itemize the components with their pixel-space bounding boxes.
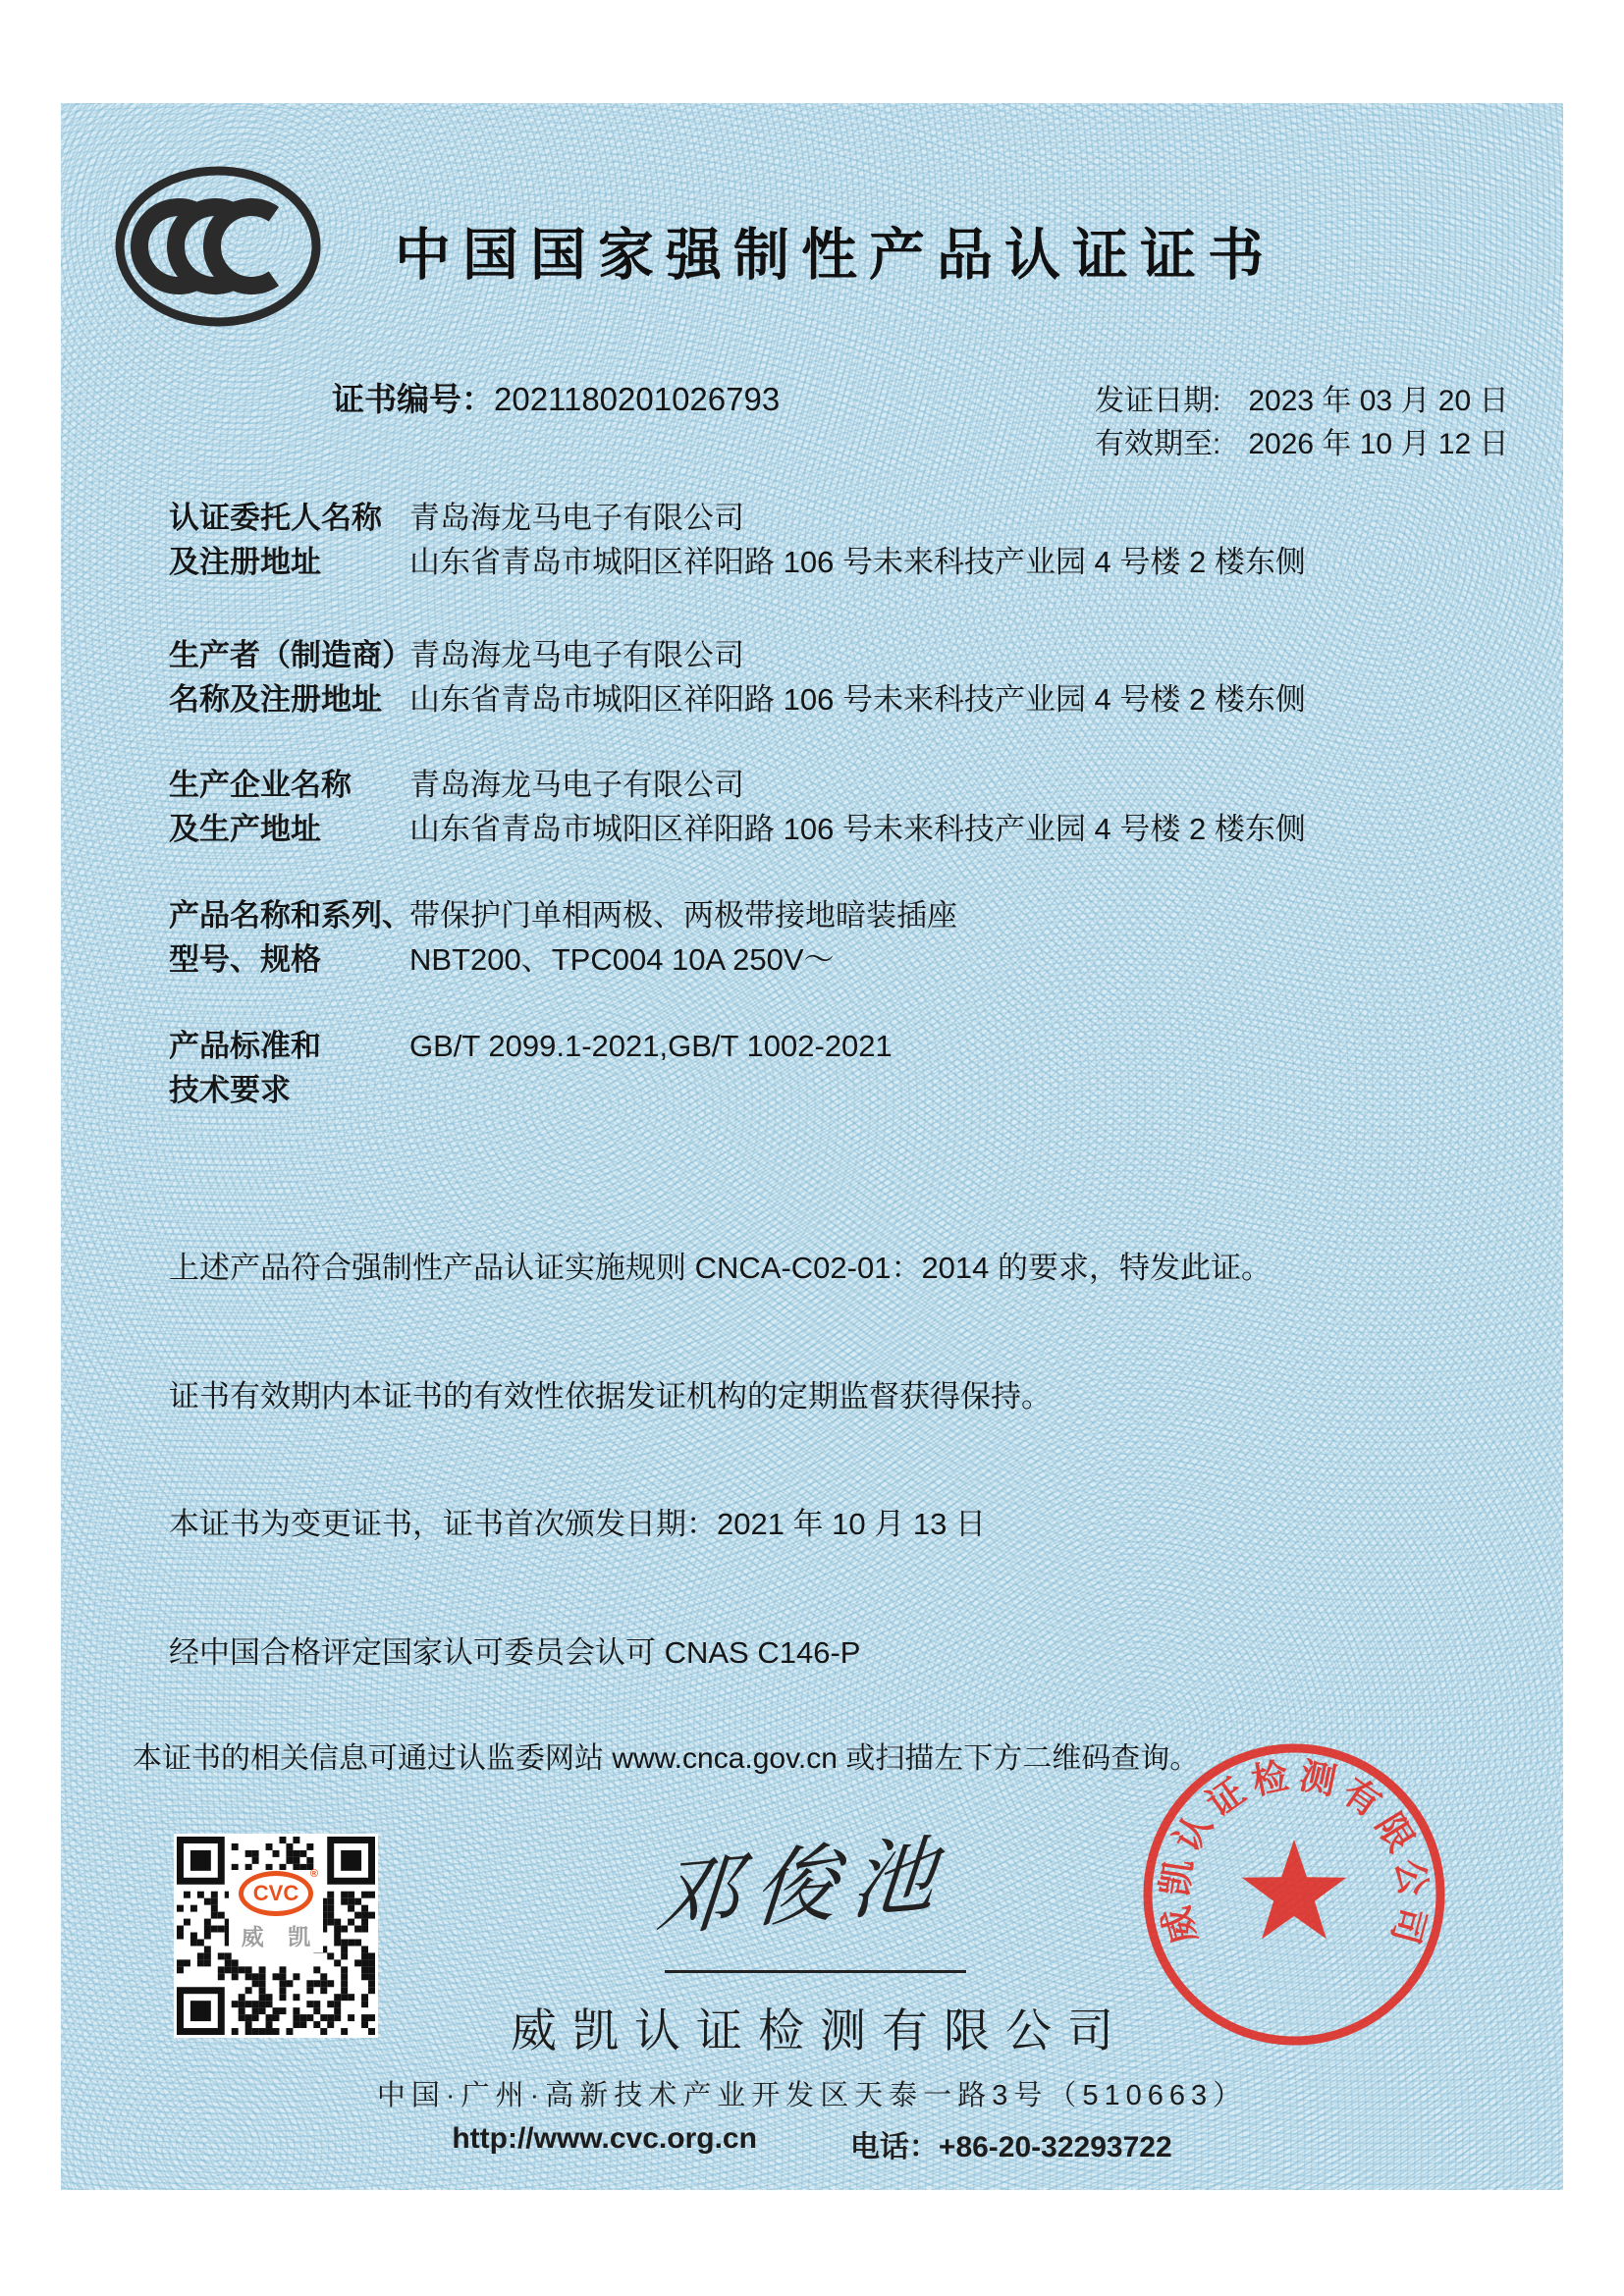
field-label-line2: 技术要求 [169,1073,291,1107]
seal-star-icon [1242,1840,1347,1939]
statement-line: 本证书为变更证书，证书首次颁发日期：2021 年 10 月 13 日 [169,1507,986,1541]
field-label [169,1024,321,1112]
issue-date-label: 发证日期: [1095,385,1221,417]
company-seal [1139,1739,1449,2050]
registered-mark-icon: ® [309,1868,318,1880]
field-label-line2: 名称及注册地址 [169,682,382,717]
field-value-line2: 山东省青岛市城阳区祥阳路 106 号未来科技产业园 4 号楼 2 楼东侧 [409,812,1306,846]
cvc-logo-ellipse [239,1868,318,1916]
field-value-line1: 带保护门单相两极、两极带接地暗装插座 [409,898,957,933]
issuer-website: http://www.cvc.org.cn [452,2122,757,2155]
statement-line: 证书有效期内本证书的有效性依据发证机构的定期监督获得保持。 [169,1378,1052,1414]
ccc-logo-icon [111,164,325,329]
issuer-company-name: 威凯认证检测有限公司 [511,2004,1129,2056]
field-label [169,633,412,721]
field-value-line1: 青岛海龙马电子有限公司 [409,638,744,672]
cvc-logo [229,1870,323,1952]
field-label-line2: 及注册地址 [169,545,321,579]
field-label [169,893,412,982]
field-value [409,893,957,982]
field-value [409,1024,893,1068]
certificate-number-label: 证书编号： [332,381,494,417]
field-label-line1: 生产者（制造商） [169,638,412,672]
valid-until-row [1095,419,1509,462]
issue-date-value: 2023 年 03 月 20 日 [1248,385,1509,417]
field-label-line1: 产品标准和 [169,1029,321,1063]
seal-text: 威凯认证检测有限公司 [1154,1755,1435,1949]
issuer-contact-row [0,2122,1624,2165]
field-label [169,763,352,851]
valid-until-value: 2026 年 10 月 12 日 [1248,428,1509,460]
field-value-line2: 山东省青岛市城阳区祥阳路 106 号未来科技产业园 4 号楼 2 楼东侧 [409,545,1306,579]
statements-paragraph [169,1161,1272,1759]
field-label-line1: 认证委托人名称 [169,501,382,535]
field-value-line2: 山东省青岛市城阳区祥阳路 106 号未来科技产业园 4 号楼 2 楼东侧 [409,682,1306,717]
valid-until-label: 有效期至: [1095,428,1221,460]
field-label [169,496,382,584]
field-label-line2: 型号、规格 [169,942,321,977]
cvc-logo-text: CVC [252,1881,299,1905]
certificate-number-row [332,374,780,420]
statement-line: 经中国合格评定国家认可委员会认可 CNAS C146-P [169,1634,861,1670]
field-value [409,763,1306,851]
field-value-line2: NBT200、TPC004 10A 250V～ [409,942,835,977]
issuer-address: 中国·广州·高新技术产业开发区天泰一路3号（510663） [376,2080,1248,2111]
issuer-phone: 电话：+86-20-32293722 [849,2131,1172,2163]
statement-line: 上述产品符合强制性产品认证实施规则 CNCA-C02-01：2014 的要求，特发此证。 [169,1251,1272,1285]
field-label-line1: 生产企业名称 [169,768,352,802]
signature-handwriting: 邓俊池 [651,1826,953,1948]
cvc-logo-subtext: 威 凯 [241,1924,320,1949]
field-value [409,496,1306,584]
signature-underline [665,1970,966,1973]
certificate-number-value: 2021180201026793 [494,381,781,417]
field-label-line1: 产品名称和系列、 [169,898,412,933]
field-value-line1: 青岛海龙马电子有限公司 [409,501,744,535]
verification-note: 本证书的相关信息可通过认监委网站 www.cnca.gov.cn 或扫描左下方二维码查询。 [133,1742,1200,1775]
field-label-line2: 及生产地址 [169,812,321,846]
field-value [409,633,1306,721]
field-value-line1: 青岛海龙马电子有限公司 [409,768,744,802]
field-value-line1: GB/T 2099.1-2021,GB/T 1002-2021 [409,1029,893,1063]
certificate-title: 中国国家强制性产品认证证书 [395,224,1275,287]
issue-date-row [1095,376,1509,419]
